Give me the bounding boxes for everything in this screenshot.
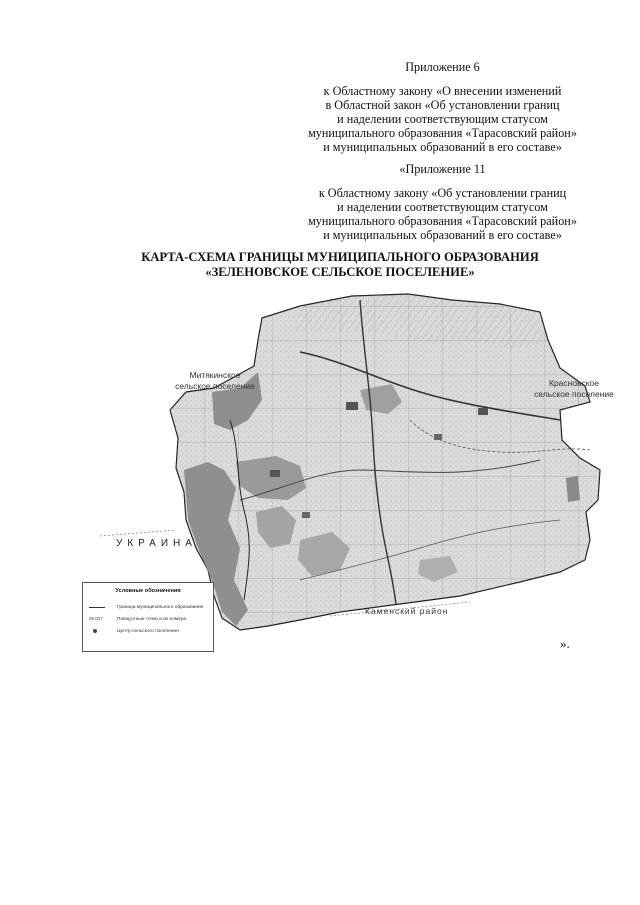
appendix-11-title-text: «Приложение 11	[399, 162, 486, 176]
appendix-6-title-text: Приложение 6	[405, 60, 480, 74]
settlement-marker	[346, 402, 358, 410]
map-title-line-1: КАРТА-СХЕМА ГРАНИЦЫ МУНИЦИПАЛЬНОГО ОБРАЗОВАНИЯ	[141, 250, 539, 264]
neighbor-label-line: сельское поселение	[534, 389, 614, 399]
settlement-marker	[270, 470, 280, 477]
turn-point-symbol: 25 017	[89, 616, 103, 621]
appendix-11-line: и наделении соответствующим статусом	[337, 200, 548, 214]
center-dot-icon	[89, 628, 105, 636]
appendix-11-line: к Областному закону «Об установлении границ	[318, 186, 567, 200]
legend-item-label: Граница муниципального образования	[117, 605, 204, 610]
neighbor-label-line: Митякинское	[189, 370, 241, 380]
boundary-line-symbol	[89, 604, 105, 612]
neighbor-label-mityakinskoe	[170, 370, 260, 392]
settlement-marker	[302, 512, 310, 518]
appendix-6-line: муниципального образования «Тарасовский район»	[308, 126, 577, 140]
legend-item-label: Поворотные точки и их номера	[117, 617, 187, 622]
settlement-marker	[478, 408, 488, 415]
district-label-kamensky: Каменский район	[365, 606, 449, 616]
neighbor-label-line: Красновское	[548, 378, 600, 388]
neighbor-label-krasnovskoe	[534, 378, 614, 400]
appendix-6-line: к Областному закону «О внесении изменений	[323, 84, 562, 98]
neighbor-label-line: сельское поселение	[175, 381, 255, 391]
settlement-marker	[434, 434, 442, 440]
appendix-6-line: в Областной закон «Об установлении границ	[325, 98, 560, 112]
closing-quote-mark: ».	[560, 636, 570, 651]
appendix-11-line: муниципального образования «Тарасовский район»	[308, 214, 577, 228]
legend-title: Условные обозначения	[115, 588, 181, 594]
appendix-6-line: и муниципальных образований в его составе»	[323, 140, 562, 154]
country-label-ukraine: УКРАИНА	[116, 538, 197, 549]
forest-area	[566, 476, 580, 502]
legend-item-label: Центр сельского поселения	[117, 629, 179, 634]
appendix-11-line: и муниципальных образований в его составе»	[323, 228, 562, 242]
map-title-line-2: «ЗЕЛЕНОВСКОЕ СЕЛЬСКОЕ ПОСЕЛЕНИЕ»	[205, 265, 475, 279]
appendix-6-line: и наделении соответствующим статусом	[337, 112, 548, 126]
map-legend	[82, 582, 214, 652]
